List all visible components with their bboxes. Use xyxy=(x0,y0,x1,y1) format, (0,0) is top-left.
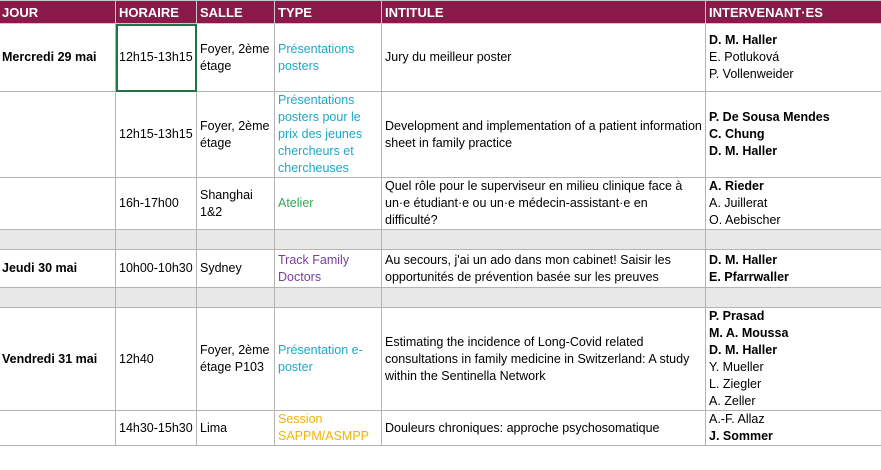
cell-intervenants[interactable] xyxy=(706,92,881,178)
speaker-name: E. Potluková xyxy=(709,50,780,64)
cell-salle[interactable]: Foyer, 2ème étage xyxy=(197,92,275,178)
table-row xyxy=(0,308,881,411)
header-intervenants[interactable]: INTERVENANT·ES xyxy=(706,1,881,24)
cell-salle[interactable]: Lima xyxy=(197,411,275,446)
cell-type[interactable]: Présentations posters xyxy=(275,24,382,92)
cell-salle[interactable]: Sydney xyxy=(197,250,275,288)
speaker-name: M. A. Moussa xyxy=(709,326,789,340)
table-row xyxy=(0,24,881,92)
empty-cell[interactable] xyxy=(116,288,197,308)
speaker-name: D. M. Haller xyxy=(709,252,778,267)
empty-cell[interactable] xyxy=(197,230,275,250)
speaker-name: A. Zeller xyxy=(709,394,756,408)
cell-intitule[interactable]: Quel rôle pour le superviseur en milieu clinique face à un·e étudiant·e ou un·e médecin-assistant·e en difficulté? xyxy=(382,178,706,230)
cell-jour[interactable]: Vendredi 31 mai xyxy=(0,308,116,411)
speaker-name: L. Ziegler xyxy=(709,377,762,391)
header-jour[interactable]: JOUR xyxy=(0,1,116,24)
cell-intervenants[interactable] xyxy=(706,308,881,411)
speaker-name: P. De Sousa Mendes xyxy=(709,110,830,124)
header-intitule[interactable]: INTITULE xyxy=(382,1,706,24)
speaker-name: O. Aebischer xyxy=(709,213,781,227)
cell-intervenants[interactable] xyxy=(706,178,881,230)
empty-cell[interactable] xyxy=(116,230,197,250)
separator-row xyxy=(0,230,881,250)
empty-cell[interactable] xyxy=(382,230,706,250)
cell-salle[interactable]: Shanghai 1&2 xyxy=(197,178,275,230)
cell-type[interactable]: Session SAPPM/ASMPP xyxy=(275,411,382,446)
speaker-name: E. Pfarrwaller xyxy=(709,269,789,284)
speaker-name: C. Chung xyxy=(709,127,765,141)
cell-jour[interactable] xyxy=(0,178,116,230)
header-salle[interactable]: SALLE xyxy=(197,1,275,24)
empty-cell[interactable] xyxy=(197,288,275,308)
table-row xyxy=(0,250,881,288)
cell-salle[interactable]: Foyer, 2ème étage xyxy=(197,24,275,92)
cell-intitule[interactable]: Au secours, j'ai un ado dans mon cabinet! Saisir les opportunités de prévention basée sur les preuves xyxy=(382,250,706,288)
header-row xyxy=(0,1,881,24)
speaker-name: D. M. Haller xyxy=(709,144,778,158)
empty-cell[interactable] xyxy=(0,288,116,308)
speaker-name: D. M. Haller xyxy=(709,33,778,47)
speaker-name: A. Juillerat xyxy=(709,196,768,210)
cell-salle[interactable]: Foyer, 2ème étage P103 xyxy=(197,308,275,411)
cell-jour[interactable] xyxy=(0,411,116,446)
cell-type[interactable]: Présentations posters pour le prix des jeunes chercheurs et chercheuses xyxy=(275,92,382,178)
cell-type[interactable]: Atelier xyxy=(275,178,382,230)
speaker-name: D. M. Haller xyxy=(709,343,778,357)
empty-cell[interactable] xyxy=(706,288,881,308)
empty-cell[interactable] xyxy=(275,288,382,308)
cell-horaire[interactable]: 16h-17h00 xyxy=(116,178,197,230)
table-row xyxy=(0,411,881,446)
empty-cell[interactable] xyxy=(382,288,706,308)
empty-cell[interactable] xyxy=(706,230,881,250)
cell-horaire[interactable]: 12h40 xyxy=(116,308,197,411)
cell-jour[interactable] xyxy=(0,92,116,178)
cell-intervenants[interactable] xyxy=(706,24,881,92)
cell-jour[interactable]: Jeudi 30 mai xyxy=(0,250,116,288)
cell-horaire[interactable]: 12h15-13h15 xyxy=(116,92,197,178)
header-type[interactable]: TYPE xyxy=(275,1,382,24)
speaker-name: J. Sommer xyxy=(709,429,773,443)
table-row xyxy=(0,92,881,178)
cell-horaire[interactable]: 10h00-10h30 xyxy=(116,250,197,288)
cell-intitule[interactable]: Douleurs chroniques: approche psychosomatique xyxy=(382,411,706,446)
cell-intervenants[interactable] xyxy=(706,411,881,446)
empty-cell[interactable] xyxy=(0,230,116,250)
speaker-name: Y. Mueller xyxy=(709,360,764,374)
cell-horaire[interactable]: 12h15-13h15 xyxy=(116,24,197,92)
speaker-name: A.-F. Allaz xyxy=(709,412,765,426)
cell-jour[interactable]: Mercredi 29 mai xyxy=(0,24,116,92)
speaker-name: P. Vollenweider xyxy=(709,67,794,81)
empty-cell[interactable] xyxy=(275,230,382,250)
cell-horaire[interactable]: 14h30-15h30 xyxy=(116,411,197,446)
cell-intitule[interactable]: Development and implementation of a patient information sheet in family practice xyxy=(382,92,706,178)
cell-intitule[interactable]: Estimating the incidence of Long-Covid related consultations in family medicine in Switzerland: A study within the Sentinella Network xyxy=(382,308,706,411)
header-horaire[interactable]: HORAIRE xyxy=(116,1,197,24)
cell-intervenants[interactable] xyxy=(706,250,881,288)
separator-row xyxy=(0,288,881,308)
cell-type[interactable]: Track Family Doctors xyxy=(275,250,382,288)
speaker-name: A. Rieder xyxy=(709,179,764,193)
speaker-name: P. Prasad xyxy=(709,309,765,323)
table-row xyxy=(0,178,881,230)
cell-intitule[interactable]: Jury du meilleur poster xyxy=(382,24,706,92)
cell-type[interactable]: Présentation e-poster xyxy=(275,308,382,411)
